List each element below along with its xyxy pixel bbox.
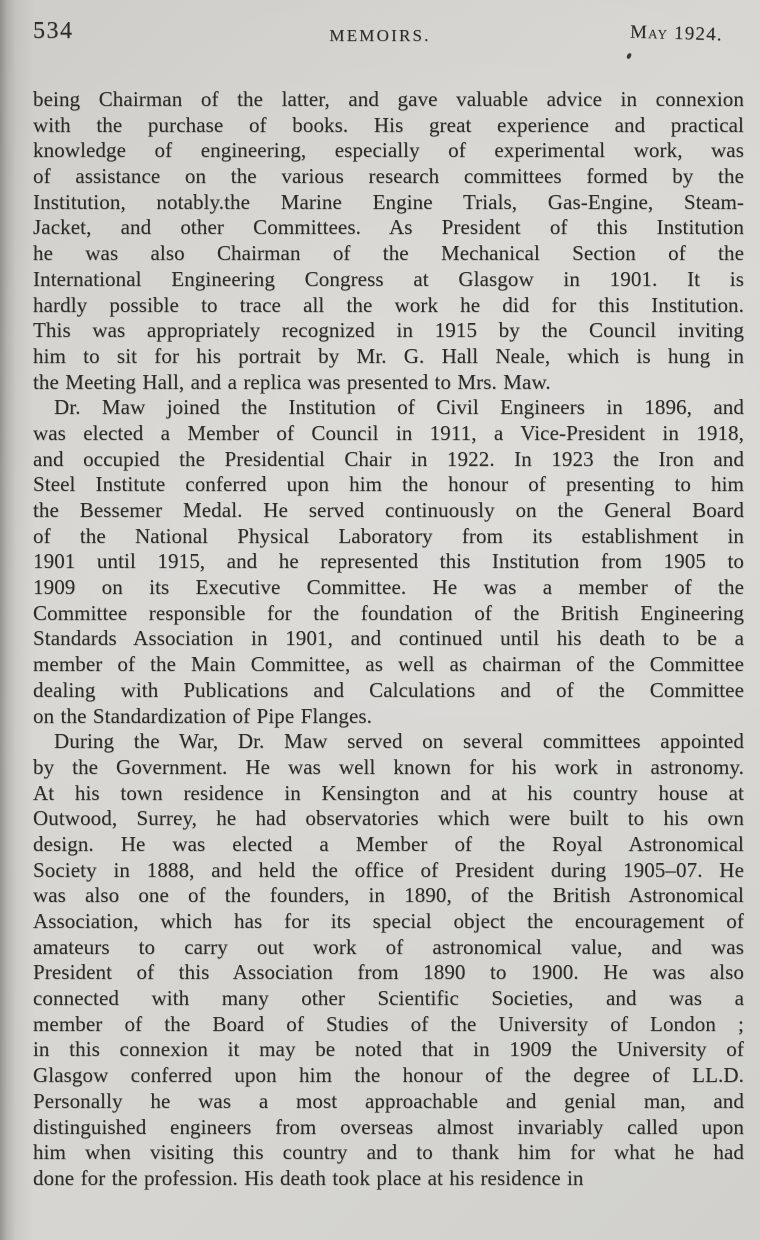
paragraph <box>33 395 744 729</box>
text-line: Standards Association in 1901, and continued until his death to be a <box>33 626 744 651</box>
text-line: he was also Chairman of the Mechanical Section of the <box>33 241 744 266</box>
page-number: 534 <box>33 18 74 44</box>
text-line: the Bessemer Medal. He served continuously on the General Board <box>33 498 744 522</box>
text-line: knowledge of engineering, especially of experimental work, was <box>33 138 744 163</box>
text-line: During the War, Dr. Maw served on several committees appointed <box>54 729 744 754</box>
text-line: hardly possible to trace all the work he did for this Institution. <box>33 292 744 317</box>
text-line: by the Government. He was well known for his work in astronomy. <box>33 754 744 779</box>
text-line: and occupied the Presidential Chair in 1922. In 1923 the Iron and <box>33 446 744 471</box>
issue-date: May 1924. <box>629 21 724 46</box>
text-line: 1901 until 1915, and he represented this Institution from 1905 to <box>33 549 744 574</box>
text-line: member of the Main Committee, as well as chairman of the Committee <box>33 652 744 677</box>
text-line: on the Standardization of Pipe Flanges. <box>33 703 373 728</box>
text-line: with the purchase of books. His great experience and practical <box>33 112 744 137</box>
text-line: him when visiting this country and to thank him for what he had <box>33 1140 744 1165</box>
text-line: Committee responsible for the foundation of the British Engineering <box>33 600 744 625</box>
text-line: the Meeting Hall, and a replica was presented to Mrs. Maw. <box>33 369 551 394</box>
paragraph <box>33 729 744 1191</box>
text-line: At his town residence in Kensington and at his country house at <box>33 780 744 805</box>
text-line: amateurs to carry out work of astronomical value, and was <box>33 934 744 959</box>
text-line: him to sit for his portrait by Mr. G. Hall Neale, which is hung in <box>33 343 744 368</box>
text-line: Institution, notably.the Marine Engine Trials, Gas-Engine, Steam- <box>33 189 744 214</box>
text-line: member of the Board of Studies of the University of London ; <box>33 1011 744 1036</box>
paragraph <box>33 87 744 395</box>
text-line: connected with many other Scientific Societies, and was a <box>33 986 744 1011</box>
text-line: of the National Physical Laboratory from its establishment in <box>33 523 744 548</box>
page-title: MEMOIRS. <box>329 26 431 45</box>
text-line: design. He was elected a Member of the Royal Astronomical <box>33 831 744 856</box>
text-line: in this connexion it may be noted that in 1909 the University of <box>33 1037 744 1062</box>
text-block <box>33 87 744 1192</box>
text-line: being Chairman of the latter, and gave valuable advice in connexion <box>33 87 744 111</box>
text-line: was elected a Member of Council in 1911, a Vice-President in 1918, <box>33 420 744 445</box>
text-line: President of this Association from 1890 to 1900. He was also <box>33 960 744 985</box>
text-line: 1909 on its Executive Committee. He was a member of the <box>33 575 744 600</box>
ink-speck <box>626 53 632 60</box>
text-line: This was appropriately recognized in 1915 by the Council inviting <box>33 318 744 343</box>
text-line: Glasgow conferred upon him the honour of the degree of LL.D. <box>33 1063 744 1088</box>
text-line: Association, which has for its special object the encouragement of <box>33 909 744 933</box>
text-line: International Engineering Congress at Glasgow in 1901. It is <box>33 266 744 291</box>
text-line: dealing with Publications and Calculations and of the Committee <box>33 677 744 702</box>
text-line: was also one of the founders, in 1890, of the British Astronomical <box>33 883 744 908</box>
text-line: Jacket, and other Committees. As President of this Institution <box>33 215 744 240</box>
text-line: done for the profession. His death took place at his residence in <box>33 1165 584 1190</box>
text-line: distinguished engineers from overseas almost invariably called upon <box>33 1114 744 1139</box>
text-line: Personally he was a most approachable and genial man, and <box>33 1088 744 1113</box>
text-line: of assistance on the various research committees formed by the <box>33 164 744 189</box>
text-line: Dr. Maw joined the Institution of Civil Engineers in 1896, and <box>54 395 744 420</box>
text-line: Steel Institute conferred upon him the honour of presenting to him <box>33 472 744 497</box>
text-line: Society in 1888, and held the office of President during 1905–07. He <box>33 857 744 882</box>
text-line: Outwood, Surrey, he had observatories which were built to his own <box>33 806 744 831</box>
